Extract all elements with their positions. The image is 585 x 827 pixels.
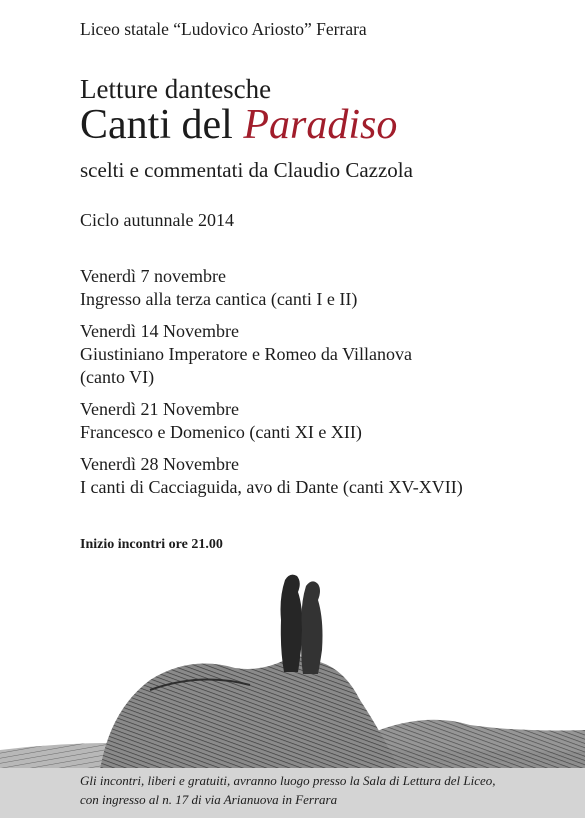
event-topic: Giustiniano Imperatore e Romeo da Villanova <box>80 344 412 364</box>
event-topic: Ingresso alla terza cantica (canti I e II) <box>80 289 358 309</box>
event-topic: I canti di Cacciaguida, avo di Dante (canti XV-XVII) <box>80 477 463 497</box>
event-date: Venerdì 14 Novembre <box>80 321 239 341</box>
footer-note <box>80 771 580 809</box>
main-title <box>80 103 397 147</box>
cycle-label: Ciclo autunnale 2014 <box>80 210 234 230</box>
figures-silhouette <box>281 575 323 674</box>
event-topic: Francesco e Domenico (canti XI e XII) <box>80 422 362 442</box>
event-date: Venerdì 7 novembre <box>80 266 226 286</box>
series-title: Letture dantesche <box>80 74 272 104</box>
start-time: Inizio incontri ore 21.00 <box>80 537 223 552</box>
event-topic: (canto VI) <box>80 367 155 387</box>
subtitle: scelti e commentati da Claudio Cazzola <box>80 158 413 182</box>
event-date: Venerdì 21 Novembre <box>80 399 239 419</box>
engraving-illustration <box>0 560 585 770</box>
main-title-text: Canti del <box>80 102 233 148</box>
main-title-accent: Paradiso <box>243 102 398 148</box>
footer-line: con ingresso al n. 17 di via Arianuova in Ferrara <box>80 792 338 807</box>
event-date: Venerdì 28 Novembre <box>80 454 239 474</box>
footer-line: Gli incontri, liberi e gratuiti, avranno luogo presso la Sala di Lettura del Liceo, <box>80 773 496 788</box>
school-name: Liceo statale “Ludovico Ariosto” Ferrara <box>80 19 367 39</box>
